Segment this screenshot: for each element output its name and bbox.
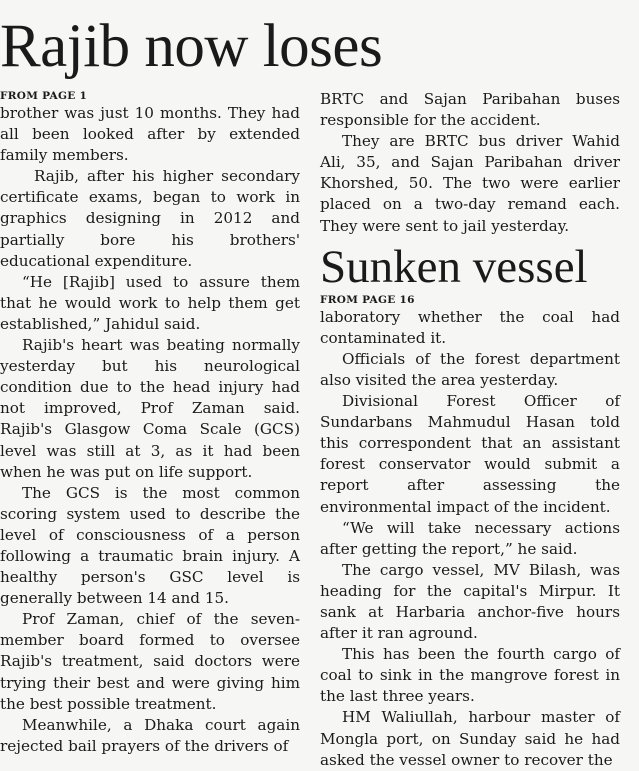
article-paragraph: Divisional Forest Officer of Sundarbans Mahmudul Hasan told this correspondent that an assistant forest conservator would submit a report after assessing the environmental impact of the incident. [320, 392, 620, 516]
article-paragraph: BRTC and Sajan Paribahan buses responsible for the accident. [320, 90, 620, 130]
article-paragraph: This has been the fourth cargo of coal to sink in the mangrove forest in the last three years. [320, 645, 620, 706]
article-column-1 [0, 89, 300, 757]
article-paragraph: “We will take necessary actions after getting the report,” he said. [320, 518, 620, 558]
article-paragraph: They are BRTC bus driver Wahid Ali, 35, and Sajan Paribahan driver Khorshed, 50. The two were earlier placed on a two-day remand each. They were sent to jail yesterday. [320, 132, 620, 235]
article-paragraph: The GCS is the most common scoring system used to describe the level of consciousness of a person following a traumatic brain injury. A healthy person's GSC level is generally between 14 and 15. [0, 483, 300, 608]
article-paragraph: “He [Rajib] used to assure them that he would work to help them get established,” Jahidul said. [0, 272, 300, 333]
article-paragraph: Prof Zaman, chief of the seven-member board formed to oversee Rajib's treatment, said doctors were trying their best and were giving him the best possible treatment. [0, 610, 300, 713]
article-paragraph: Rajib, after his higher secondary certificate exams, began to work in graphics designing in 2012 and partially bore his brothers' educational expenditure. [0, 167, 300, 270]
article-paragraph: brother was just 10 months. They had all been looked after by extended family members. [0, 104, 300, 165]
article-paragraph: Rajib's heart was beating normally yesterday but his neurological condition due to the head injury had not improved, Prof Zaman said. Rajib's Glasgow Coma Scale (GCS) level was still at 3, as it had been when he was put on life support. [0, 336, 300, 481]
article-paragraph: HM Waliullah, harbour master of Mongla port, on Sunday said he had asked the vessel owner to recover the [320, 708, 620, 769]
article-paragraph: The cargo vessel, MV Bilash, was heading for the capital's Mirpur. It sank at Harbaria anchor-five hours after it ran aground. [320, 560, 620, 643]
headline: Rajib now loses [0, 13, 383, 80]
continuation-kicker: FROM PAGE 16 [320, 293, 415, 306]
article-paragraph: laboratory whether the coal had contaminated it. [320, 307, 620, 347]
article-paragraph: Meanwhile, a Dhaka court again rejected bail prayers of the drivers of [0, 715, 300, 755]
continuation-kicker: FROM PAGE 1 [0, 90, 88, 102]
article-paragraph: Officials of the forest department also visited the area yesterday. [320, 349, 620, 389]
article-column-2 [320, 89, 620, 771]
sub-headline: Sunken vessel [320, 240, 588, 293]
